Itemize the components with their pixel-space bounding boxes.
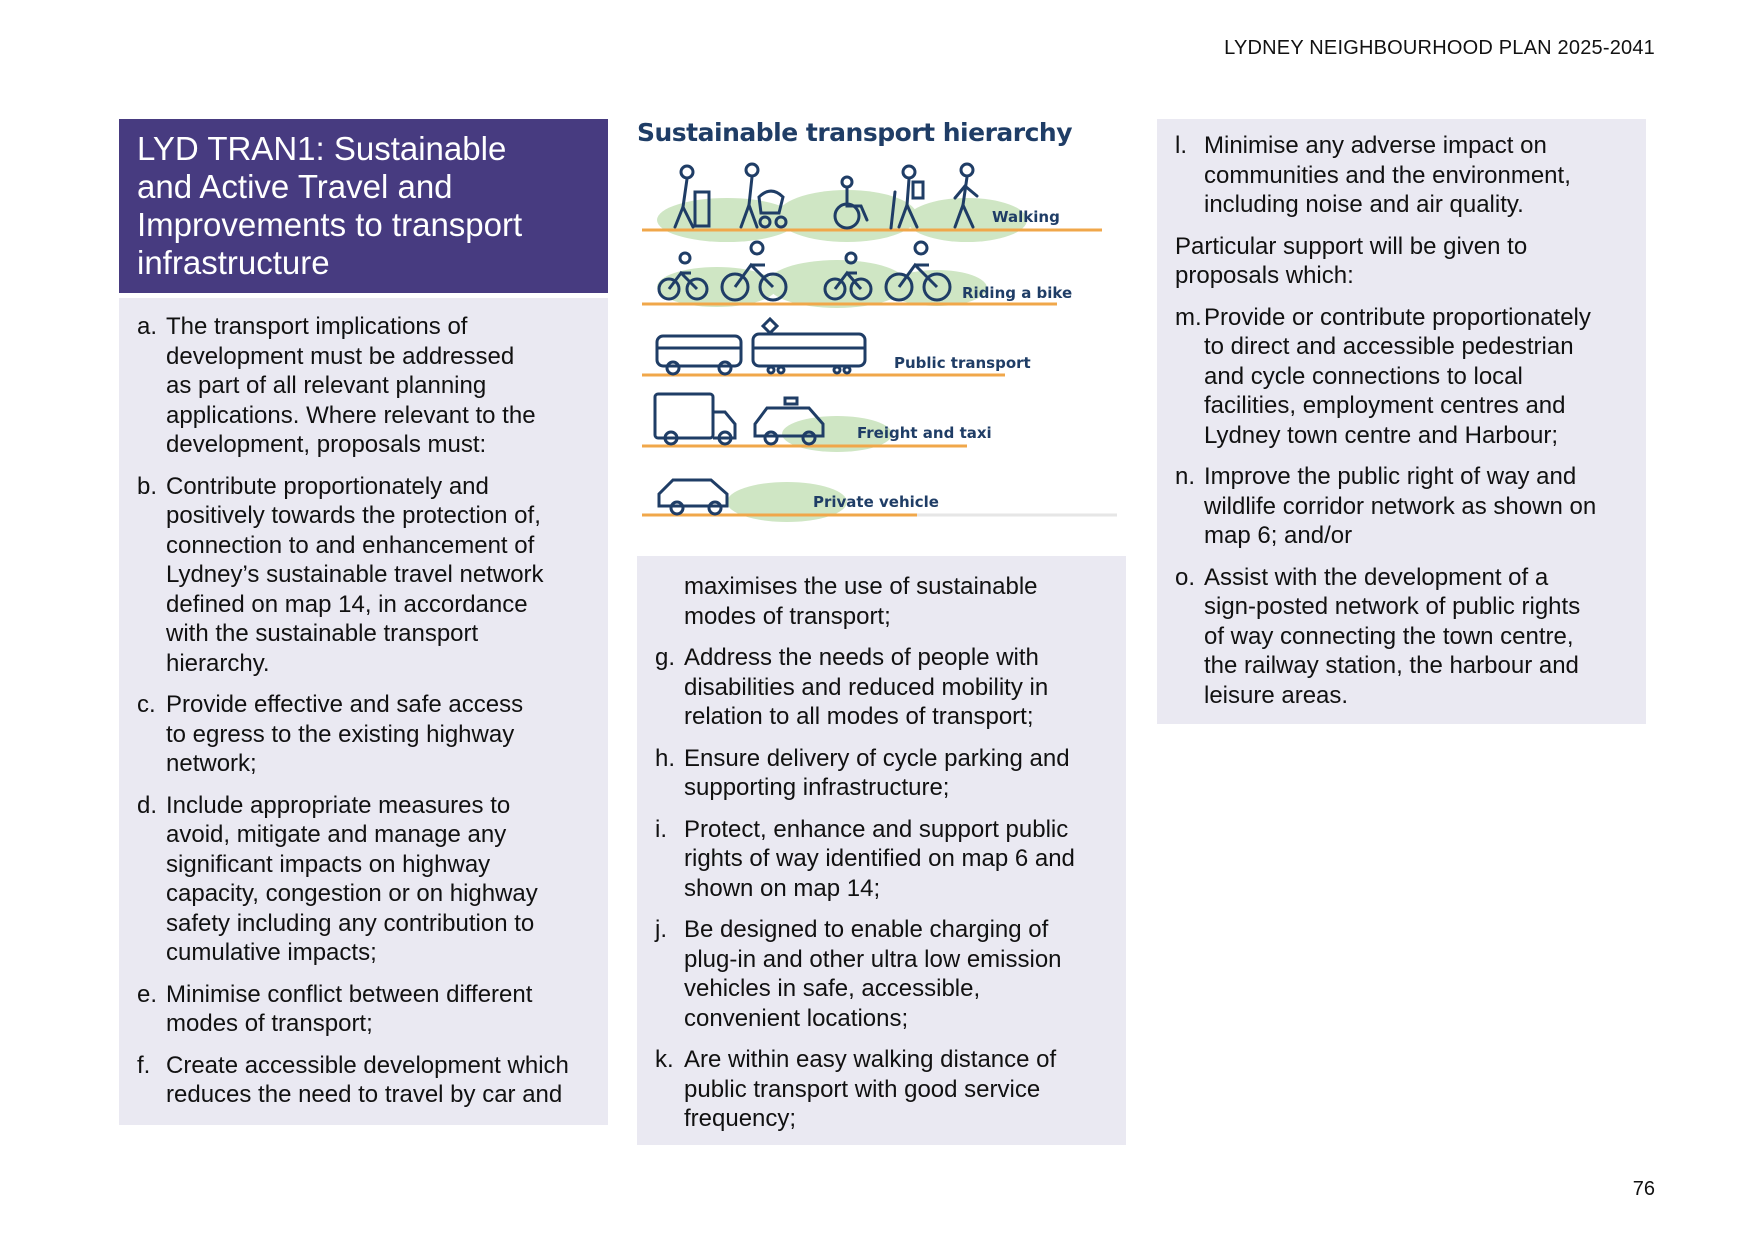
text-line: with the sustainable transport — [166, 620, 479, 647]
text-line: applications. Where relevant to the — [166, 401, 536, 429]
policy-item-k — [655, 1045, 1108, 1134]
text-line: communities and the environment, — [1204, 161, 1571, 189]
item-text — [166, 980, 590, 1039]
item-text — [684, 1045, 1108, 1134]
text-line: cumulative impacts; — [166, 939, 377, 966]
item-text — [684, 744, 1108, 803]
policy-title-line: and Active Travel and — [137, 168, 453, 205]
policy-column-1 — [119, 119, 608, 1125]
policy-item-m — [1175, 303, 1628, 451]
text-line: Create accessible development which — [166, 1051, 569, 1079]
text-line: Provide or contribute proportionately — [1204, 303, 1591, 331]
text-line: plug-in and other ultra low emission — [684, 945, 1062, 973]
policy-item-d — [137, 791, 590, 968]
text-line: Be designed to enable charging of — [684, 916, 1049, 943]
text-line: facilities, employment centres and — [1204, 392, 1566, 419]
text-line: avoid, mitigate and manage any — [166, 821, 507, 848]
item-text — [1204, 303, 1628, 451]
item-label: o. — [1175, 563, 1196, 591]
text-line: Contribute proportionately and — [166, 472, 489, 500]
text-line: Assist with the development of a — [1204, 563, 1549, 591]
item-label: j. — [655, 916, 667, 943]
policy-column-3 — [1157, 119, 1646, 724]
item-label: g. — [655, 644, 676, 671]
transport-hierarchy-illustration — [637, 112, 1126, 532]
text-line: Particular support will be given to — [1175, 232, 1528, 260]
item-text — [166, 312, 590, 460]
policy-item-g — [655, 643, 1108, 732]
text-line: the railway station, the harbour and — [1204, 652, 1579, 679]
text-line: Address the needs of people with — [684, 644, 1039, 671]
item-label: m. — [1175, 303, 1202, 331]
page-number: 76 — [1632, 1178, 1655, 1200]
item-text — [684, 643, 1108, 732]
continuation-text — [655, 572, 1108, 631]
text-line: Minimise any adverse impact on — [1204, 132, 1547, 159]
item-label: n. — [1175, 463, 1196, 490]
text-line: and cycle connections to local — [1204, 362, 1523, 390]
text-line: development, proposals must: — [166, 431, 487, 458]
item-label: a. — [137, 313, 158, 340]
item-label: l. — [1175, 132, 1187, 159]
text-line: sign-posted network of public rights — [1204, 593, 1581, 620]
text-line: safety including any contribution to — [166, 909, 535, 937]
running-header: LYDNEY NEIGHBOURHOOD PLAN 2025-2041 — [1224, 37, 1655, 59]
policy-item-c — [137, 690, 590, 779]
text-line: network; — [166, 750, 257, 777]
public-transport-row — [642, 319, 1031, 375]
text-line: including noise and air quality. — [1204, 191, 1524, 218]
mode-label-bike: Riding a bike — [962, 284, 1073, 302]
item-label: i. — [655, 815, 667, 843]
text-line: modes of transport; — [166, 1010, 373, 1037]
mode-label-freight-taxi: Freight and taxi — [857, 424, 992, 442]
item-text — [1204, 131, 1628, 220]
text-line: convenient locations; — [684, 1004, 909, 1032]
text-line: Ensure delivery of cycle parking and — [684, 744, 1070, 772]
item-text — [166, 1051, 590, 1110]
policy-item-h — [655, 744, 1108, 803]
item-label: b. — [137, 472, 158, 500]
mode-label-private-vehicle: Private vehicle — [813, 493, 939, 511]
policy-column-2 — [637, 556, 1126, 1145]
policy-title-line: LYD TRAN1: Sustainable — [137, 130, 507, 167]
policy-items-list — [119, 298, 608, 1110]
text-line: disabilities and reduced mobility in — [684, 673, 1049, 701]
text-line: defined on map 14, in accordance — [166, 590, 528, 618]
particular-support-paragraph — [1175, 232, 1628, 291]
bike-row — [642, 242, 1072, 308]
policy-item-o — [1175, 563, 1628, 711]
text-line: Are within easy walking distance of — [684, 1046, 1057, 1073]
text-line: Provide effective and safe access — [166, 691, 524, 718]
text-line: capacity, congestion or on highway — [166, 880, 538, 907]
text-line: reduces the need to travel by car and — [166, 1081, 563, 1108]
text-line: map 6; and/or — [1204, 522, 1353, 549]
text-line: public transport with good service — [684, 1075, 1041, 1103]
policy-item-j — [655, 915, 1108, 1033]
text-line: significant impacts on highway — [166, 850, 491, 878]
text-line: Minimise conflict between different — [166, 980, 533, 1008]
mode-label-public-transport: Public transport — [894, 354, 1031, 372]
item-label: f. — [137, 1051, 151, 1079]
item-text — [166, 690, 590, 779]
mode-label-walking: Walking — [992, 208, 1060, 226]
policy-item-a — [137, 312, 590, 460]
bus-icon — [657, 336, 741, 374]
text-line: positively towards the protection of, — [166, 502, 541, 529]
item-label: d. — [137, 791, 158, 819]
walking-row — [642, 164, 1102, 242]
text-line: modes of transport; — [684, 602, 891, 630]
text-line: shown on map 14; — [684, 874, 881, 902]
policy-title-line: Improvements to transport — [137, 206, 523, 243]
policy-item-n — [1175, 462, 1628, 551]
item-text — [1204, 462, 1628, 551]
text-line: of way connecting the town centre, — [1204, 622, 1574, 650]
text-line: wildlife corridor network as shown on — [1204, 492, 1597, 520]
item-text — [166, 472, 590, 679]
text-line: development must be addressed — [166, 342, 515, 370]
policy-title-line: infrastructure — [137, 244, 330, 281]
item-text — [684, 815, 1108, 904]
text-line: to egress to the existing highway — [166, 720, 515, 748]
graphic-title: Sustainable transport hierarchy — [637, 118, 1073, 147]
text-line: vehicles in safe, accessible, — [684, 975, 981, 1002]
transport-hierarchy-graphic — [637, 112, 1126, 532]
text-line: rights of way identified on map 6 and — [684, 845, 1075, 872]
text-line: Lydney town centre and Harbour; — [1204, 421, 1558, 449]
text-line: leisure areas. — [1204, 681, 1349, 709]
item-text — [684, 915, 1108, 1033]
text-line: maximises the use of sustainable — [684, 573, 1038, 600]
text-line: Protect, enhance and support public — [684, 815, 1069, 843]
policy-item-i — [655, 815, 1108, 904]
text-line: relation to all modes of transport; — [684, 703, 1034, 730]
tram-icon — [753, 319, 865, 373]
text-line: supporting infrastructure; — [684, 774, 950, 801]
text-line: frequency; — [684, 1105, 797, 1132]
text-line: Improve the public right of way and — [1204, 463, 1577, 490]
text-line: Include appropriate measures to — [166, 791, 511, 819]
item-label: c. — [137, 691, 156, 718]
text-line: to direct and accessible pedestrian — [1204, 333, 1574, 360]
item-text — [166, 791, 590, 968]
policy-item-l — [1175, 131, 1628, 220]
car-icon — [659, 480, 727, 514]
private-vehicle-row — [642, 480, 1117, 522]
policy-title-box — [119, 119, 608, 298]
freight-taxi-row — [642, 394, 992, 452]
text-line: hierarchy. — [166, 649, 270, 677]
item-label: h. — [655, 744, 676, 772]
item-label: e. — [137, 980, 158, 1008]
text-line: as part of all relevant planning — [166, 372, 487, 399]
item-label: k. — [655, 1046, 674, 1073]
text-line: connection to and enhancement of — [166, 531, 535, 559]
policy-item-e — [137, 980, 590, 1039]
text-line: Lydney’s sustainable travel network — [166, 561, 544, 588]
policy-item-b — [137, 472, 590, 679]
text-line: proposals which: — [1175, 262, 1354, 289]
truck-icon — [655, 394, 735, 444]
text-line: The transport implications of — [166, 313, 468, 340]
policy-item-f — [137, 1051, 590, 1110]
item-text — [1204, 563, 1628, 711]
